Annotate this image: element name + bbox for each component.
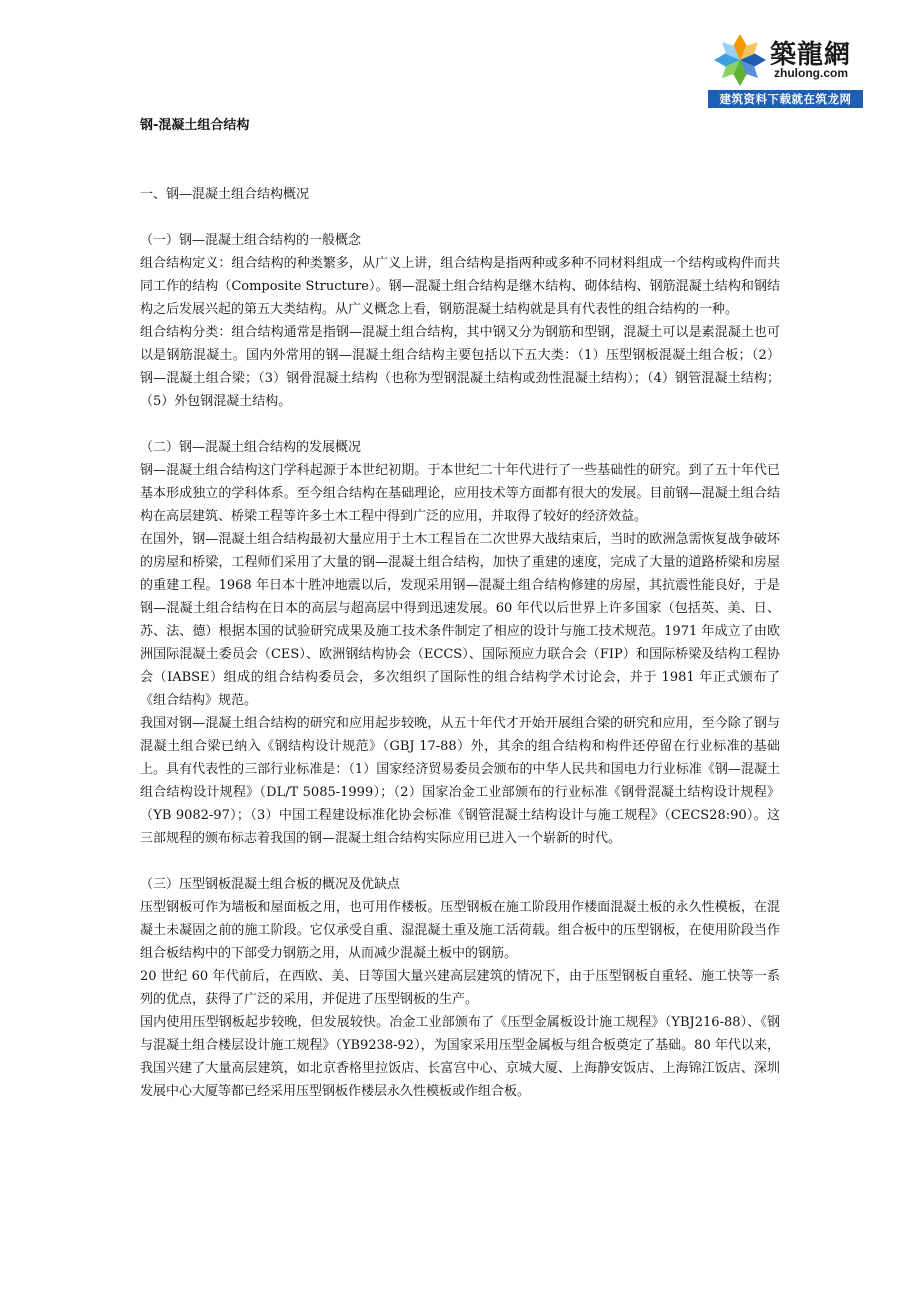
logo-top (708, 30, 863, 88)
paragraph: 我国对钢—混凝土组合结构的研究和应用起步较晚，从五十年代才开始开展组合梁的研究和应用，至今除了钢与混凝土组合梁已纳入《钢结构设计规范》（GBJ 17-88）外，其余的组合结构和构件还停留在行业标准的基础上。具有代表性的三部行业标准是：（1）国家经济贸易委员会颁布的中华人民共和国电力行业标准《钢—混凝土组合结构设计规程》（DL/T 5085-1999）；（2）国家冶金工业部颁布的行业标准《钢骨混凝土结构设计规程》（YB 9082-97）；（3）中国工程建设标准化协会标准《钢管混凝土结构设计与施工规程》（CECS28:90）。这三部规程的颁布标志着我国的钢—混凝土组合结构实际应用已进入一个崭新的时代。 (140, 716, 780, 846)
spacer (140, 850, 780, 873)
spacer (140, 413, 780, 436)
subsection-heading-1: （一）钢—混凝土组合结构的一般概念 (140, 233, 362, 248)
logo-slogan: 建筑资料下载就在筑龙网 (708, 90, 863, 108)
paragraph: 组合结构定义：组合结构的种类繁多，从广义上讲，组合结构是指两种或多种不同材料组成一个结构或构件而共同工作的结构（Composite Structure）。钢—混凝土组合结构是继木结构、砌体结构、钢筋混凝土结构和钢结构之后发展兴起的第五大类结构。从广义概念上看，钢筋混凝土结构就是具有代表性的组合结构的一种。 (140, 256, 780, 317)
section-heading-1: 一、钢—混凝土组合结构概况 (140, 187, 310, 202)
document-title: 钢-混凝土组合结构 (140, 118, 250, 133)
subsection-heading-3: （三）压型钢板混凝土组合板的概况及优缺点 (140, 877, 401, 892)
paragraph: 20 世纪 60 年代前后，在西欧、美、日等国大量兴建高层建筑的情况下，由于压型钢板自重轻、施工快等一系列的优点，获得了广泛的采用，并促进了压型钢板的生产。 (140, 969, 780, 1007)
paragraph: 压型钢板可作为墙板和屋面板之用，也可用作楼板。压型钢板在施工阶段用作楼面混凝土板的永久性模板，在混凝土未凝固之前的施工阶段。它仅承受自重、湿混凝土重及施工活荷载。组合板中的压型钢板，在使用阶段当作组合板结构中的下部受力钢筋之用，从而减少混凝土板中的钢筋。 (140, 900, 780, 961)
subsection-heading-2: （二）钢—混凝土组合结构的发展概况 (140, 440, 362, 455)
snowflake-logo-icon (710, 30, 770, 88)
paragraph: 在国外，钢—混凝土组合结构最初大量应用于土木工程旨在二次世界大战结束后，当时的欧洲急需恢复战争破坏的房屋和桥梁，工程师们采用了大量的钢—混凝土组合结构，加快了重建的速度，完成了大量的道路桥梁和房屋的重建工程。1968 年日本十胜冲地震以后，发现采用钢—混凝土组合结构修建的房屋，其抗震性能良好，于是钢—混凝土组合结构在日本的高层与超高层中得到迅速发展。60 年代以后世界上许多国家（包括英、美、日、苏、法、德）根据本国的试验研究成果及施工技术条件制定了相应的设计与施工技术规范。1971 年成立了由欧洲国际混凝土委员会（CES）、欧洲钢结构协会（ECCS）、国际预应力联合会（FIP）和国际桥梁及结构工程协会（IABSE）组成的组合结构委员会，多次组织了国际性的组合结构学术讨论会，并于 1981 年正式颁布了《组合结构》规范。 (140, 532, 780, 708)
paragraph: 组合结构分类：组合结构通常是指钢—混凝土组合结构，其中钢又分为钢筋和型钢，混凝土可以是素混凝土也可以是钢筋混凝土。国内外常用的钢—混凝土组合结构主要包括以下五大类：（1）压型钢板混凝土组合板；（2）钢—混凝土组合梁；（3）钢骨混凝土结构（也称为型钢混凝土结构或劲性混凝土结构）；（4）钢管混凝土结构；（5）外包钢混凝土结构。 (140, 325, 780, 409)
paragraph: 国内使用压型钢板起步较晚，但发展较快。冶金工业部颁布了《压型金属板设计施工规程》（YBJ216-88）、《钢与混凝土组合楼层设计施工规程》（YB9238-92），为国家采用压型金属板与组合板奠定了基础。80 年代以来，我国兴建了大量高层建筑，如北京香格里拉饭店、长富宫中心、京城大厦、上海静安饭店、上海锦江饭店、深圳发展中心大厦等都已经采用压型钢板作楼层永久性模板或作组合板。 (140, 1015, 780, 1099)
logo-url: zhulong.com (774, 66, 848, 80)
document-body (140, 114, 780, 1103)
zhulong-logo (708, 30, 863, 110)
logo-title: 築龍網 (770, 40, 852, 70)
paragraph: 钢—混凝土组合结构这门学科起源于本世纪初期。于本世纪二十年代进行了一些基础性的研究。到了五十年代已基本形成独立的学科体系。至今组合结构在基础理论，应用技术等方面都有很大的发展。目前钢—混凝土组合结构在高层建筑、桥梁工程等许多土木工程中得到广泛的应用，并取得了较好的经济效益。 (140, 463, 780, 524)
